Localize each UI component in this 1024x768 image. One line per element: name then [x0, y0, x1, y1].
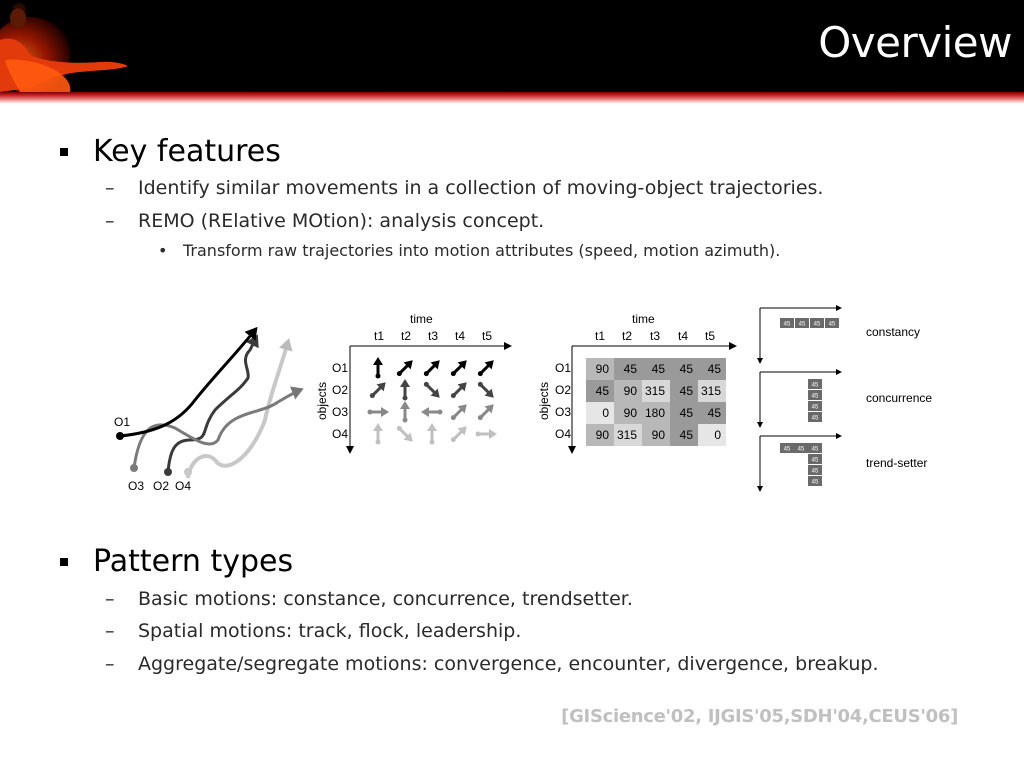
- list-item-text: REMO (RElative MOtion): analysis concept.: [138, 210, 545, 232]
- time-axis-label: time: [410, 312, 433, 326]
- remo-figure: [100, 300, 970, 500]
- trajectory-label: O3: [128, 479, 145, 493]
- motion-arrow: [476, 429, 498, 439]
- header-divider: [0, 92, 1024, 104]
- sub-list-item-text: Transform raw trajectories into motion attributes (speed, motion azimuth).: [183, 241, 781, 260]
- motion-arrow: [400, 401, 410, 423]
- trajectory-start-o2: [164, 468, 172, 476]
- trajectory-label: O1: [114, 415, 131, 429]
- concurrence-cell-value: 45: [811, 415, 819, 422]
- time-axis-label: time: [632, 312, 655, 326]
- matrix-cell-value: 90: [623, 406, 637, 420]
- matrix-cell-value: 45: [651, 362, 665, 376]
- list-item-text: Identify similar movements in a collection of moving-object trajectories.: [138, 177, 824, 199]
- list-item-text: Spatial motions: track, flock, leadership.: [138, 620, 522, 642]
- section-heading-text: Key features: [93, 134, 281, 169]
- square-bullet-icon: [60, 148, 68, 156]
- pattern-label-trend-setter: trend-setter: [866, 456, 928, 470]
- motion-arrow-grid: [367, 357, 497, 446]
- matrix-cell-value: 90: [595, 428, 609, 442]
- dash-bullet-icon: –: [105, 653, 115, 675]
- objects-axis-label: objects: [537, 381, 551, 420]
- time-tick: t5: [705, 329, 716, 343]
- objects-axis-label: objects: [315, 381, 329, 420]
- matrix-cell-value: 45: [679, 362, 693, 376]
- motion-arrow: [475, 357, 497, 379]
- dancer-photo: [0, 0, 133, 92]
- time-tick: t2: [622, 329, 633, 343]
- dash-bullet-icon: –: [105, 588, 115, 610]
- trajectory-panel: [114, 330, 300, 493]
- motion-arrow: [400, 379, 410, 401]
- motion-azimuth-matrix-panel: [537, 312, 735, 452]
- object-tick: O3: [332, 405, 349, 419]
- motion-arrow: [394, 357, 416, 379]
- motion-arrow: [421, 357, 443, 379]
- object-tick: O4: [555, 427, 572, 441]
- motion-arrow: [368, 407, 390, 417]
- pattern-label-constancy: constancy: [866, 325, 921, 339]
- slide-header: [0, 0, 1024, 92]
- motion-arrow: [448, 379, 470, 401]
- matrix-cell-value: 90: [623, 384, 637, 398]
- trajectory-label: O4: [175, 479, 192, 493]
- matrix-cell-value: 45: [623, 362, 637, 376]
- matrix-cell-value: 0: [714, 428, 721, 442]
- object-tick: O1: [555, 361, 572, 375]
- concurrence-cell-value: 45: [811, 382, 819, 389]
- time-tick: t1: [595, 329, 606, 343]
- pattern-label-concurrence: concurrence: [866, 391, 933, 405]
- constancy-cell-value: 45: [783, 321, 791, 328]
- trend-setter-cell-value: 45: [811, 446, 819, 453]
- matrix-cell-value: 45: [679, 406, 693, 420]
- concurrence-cell-value: 45: [811, 393, 819, 400]
- time-tick: t4: [455, 329, 466, 343]
- dash-bullet-icon: –: [105, 177, 115, 199]
- trajectory-label: O2: [153, 479, 170, 493]
- motion-arrow: [373, 357, 383, 379]
- motion-arrow: [448, 401, 470, 423]
- dash-bullet-icon: –: [105, 210, 115, 232]
- object-tick: O1: [332, 361, 349, 375]
- motion-arrow: [394, 423, 416, 445]
- matrix-cell-value: 45: [679, 428, 693, 442]
- time-tick: t2: [401, 329, 412, 343]
- matrix-cell-value: 315: [616, 428, 637, 442]
- trajectory-start-o1: [116, 432, 124, 440]
- trend-setter-cell-value: 45: [783, 446, 791, 453]
- matrix-cell-value: 45: [595, 384, 609, 398]
- motion-arrow: [421, 379, 443, 401]
- concurrence-cell-value: 45: [811, 404, 819, 411]
- square-bullet-icon: [60, 558, 68, 566]
- matrix-cell-value: 315: [700, 384, 721, 398]
- motion-azimuth-matrix: [586, 358, 726, 446]
- matrix-cell-value: 45: [707, 362, 721, 376]
- matrix-cell-value: 90: [595, 362, 609, 376]
- constancy-cell-value: 45: [798, 321, 806, 328]
- matrix-cell: [586, 402, 614, 424]
- motion-arrow: [475, 379, 497, 401]
- object-tick: O2: [555, 383, 572, 397]
- constancy-cell-value: 45: [828, 321, 836, 328]
- time-tick: t5: [482, 329, 493, 343]
- motion-arrow: [427, 423, 437, 445]
- matrix-cell-value: 0: [602, 406, 609, 420]
- time-tick: t1: [374, 329, 385, 343]
- trend-setter-cell-value: 45: [811, 457, 819, 464]
- time-tick: t3: [428, 329, 439, 343]
- matrix-cell-value: 45: [707, 406, 721, 420]
- motion-arrow: [448, 357, 470, 379]
- trend-setter-cell-value: 45: [811, 468, 819, 475]
- dash-bullet-icon: –: [105, 620, 115, 642]
- citation: [GIScience'02, IJGIS'05,SDH'04,CEUS'06]: [561, 706, 958, 727]
- section-heading-text: Pattern types: [93, 544, 294, 579]
- dot-bullet-icon: •: [158, 241, 168, 260]
- trajectory-o2: [168, 338, 256, 472]
- pattern-examples-panel: [760, 308, 932, 490]
- matrix-cell: [698, 424, 726, 446]
- trend-setter-cell-value: 45: [811, 479, 819, 486]
- constancy-cell-value: 45: [813, 321, 821, 328]
- matrix-cell-value: 180: [644, 406, 665, 420]
- object-tick: O2: [332, 383, 349, 397]
- matrix-cell-value: 45: [679, 384, 693, 398]
- trajectory-start-o4: [184, 468, 192, 476]
- trajectory-o4: [188, 342, 288, 478]
- matrix-cell-value: 90: [651, 428, 665, 442]
- motion-arrow: [475, 401, 497, 423]
- pattern-cells: [780, 318, 839, 486]
- matrix-cell-value: 315: [644, 384, 665, 398]
- time-tick: t3: [650, 329, 661, 343]
- motion-arrow: [373, 423, 383, 445]
- slide-title: Overview: [818, 18, 1012, 67]
- motion-arrow-panel: [315, 312, 510, 452]
- object-tick: O3: [555, 405, 572, 419]
- list-item-text: Basic motions: constance, concurrence, trendsetter.: [138, 588, 633, 610]
- object-tick: O4: [332, 427, 349, 441]
- motion-arrow: [367, 379, 389, 401]
- trajectory-start-o3: [130, 464, 138, 472]
- list-item-text: Aggregate/segregate motions: convergence, encounter, divergence, breakup.: [138, 653, 879, 675]
- trend-setter-cell-value: 45: [797, 446, 805, 453]
- motion-arrow: [448, 423, 470, 445]
- time-tick: t4: [678, 329, 689, 343]
- motion-arrow: [421, 407, 443, 417]
